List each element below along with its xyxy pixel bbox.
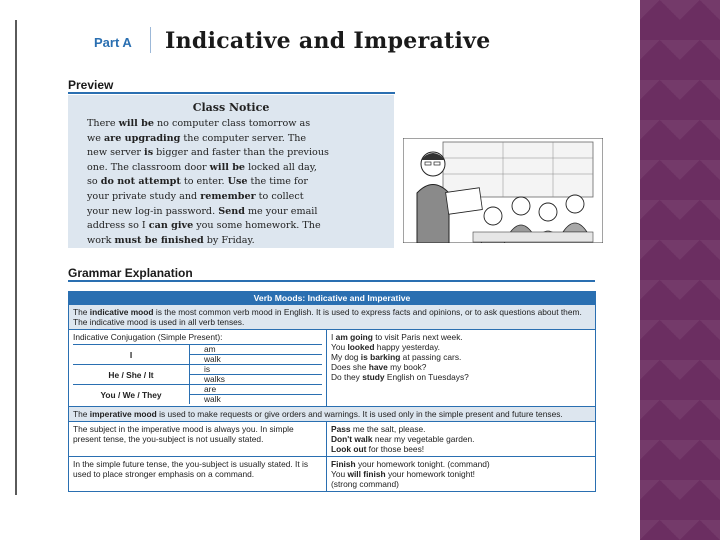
conjugation-form: walk: [204, 394, 221, 404]
notice-line: [87, 234, 387, 249]
notice-bold: Send: [218, 205, 245, 217]
notice-line: [87, 132, 387, 147]
indicative-example-line: [331, 332, 591, 342]
notice-text: the time for: [247, 176, 308, 188]
imperative-example-bold: Look out: [331, 444, 367, 454]
indicative-example-text: I: [331, 332, 336, 342]
imperative-examples: [327, 457, 595, 491]
notice-text: address so I: [87, 220, 149, 232]
verb-moods-table: [68, 291, 596, 492]
notice-text: the computer server. The: [180, 132, 307, 144]
indicative-example-text: English on Tuesdays?: [384, 372, 469, 382]
slide-side-panel: [640, 0, 720, 540]
notice-line: [87, 161, 387, 176]
indicative-example-bold: have: [368, 362, 388, 372]
notice-line: [87, 205, 387, 220]
indicative-example-bold: am going: [335, 332, 373, 342]
imperative-example-bold: Don't walk: [331, 434, 373, 444]
imperative-example-line: [331, 479, 591, 489]
notice-body: [87, 117, 387, 248]
indicative-example-text: Does she: [331, 362, 369, 372]
imperative-example-line: [331, 459, 591, 469]
notice-text: so: [87, 176, 101, 188]
indicative-example-line: [331, 342, 591, 352]
notice-text: new server: [87, 147, 145, 159]
conjugation-form: are: [190, 385, 322, 395]
notice-text: we: [87, 132, 104, 144]
notice-bold: can give: [148, 220, 194, 232]
imperative-example-text: your homework tonight!: [385, 469, 476, 479]
indicative-example-bold: looked: [347, 342, 375, 352]
imperative-example-bold: Pass: [331, 424, 351, 434]
notice-text: by Friday.: [203, 234, 255, 246]
preview-rule: [68, 92, 395, 94]
imperative-example-text: me the salt, please.: [350, 424, 426, 434]
notice-bold: Use: [227, 176, 248, 188]
notice-bold: is: [144, 147, 154, 159]
imperative-example-bold: Finish: [331, 459, 356, 469]
imperative-definition: [69, 406, 595, 421]
indicative-example-bold: study: [362, 372, 385, 382]
conjugation-grid: [73, 344, 322, 404]
notice-line: [87, 146, 387, 161]
page-left-border: [15, 20, 17, 495]
conjugation-form: is: [190, 365, 322, 375]
conjugation-forms: [190, 365, 322, 384]
conjugation-subject: You / We / They: [73, 385, 190, 404]
notice-text: no computer class tomorrow as: [153, 118, 311, 129]
conjugation-title: Indicative Conjugation (Simple Present):: [73, 332, 223, 342]
indicative-examples: [327, 330, 595, 406]
indicative-example-text: at passing cars.: [400, 352, 462, 362]
indicative-definition: [69, 304, 595, 329]
notice-line: [87, 175, 387, 190]
notice-text: you some homework. The: [193, 220, 321, 232]
conjugation-subject: I: [73, 345, 190, 364]
indicative-example-text: My dog: [331, 352, 361, 362]
indicative-example-text: my book?: [387, 362, 427, 372]
preview-heading: Preview: [68, 78, 114, 92]
imperative-example-line: [331, 444, 591, 454]
imperative-rule: The subject in the imperative mood is always you. In simple present tense, the you-subject is not usually stated.: [69, 422, 327, 456]
indicative-example-line: [331, 362, 591, 372]
conjugation-subject: He / She / It: [73, 365, 190, 384]
indicative-example-line: [331, 352, 591, 362]
conjugation-forms: [190, 345, 322, 364]
notice-text: your private study and: [87, 190, 201, 202]
notice-text: bigger and faster than the previous: [153, 147, 329, 159]
notice-bold: remember: [200, 190, 256, 202]
indicative-example-text: happy yesterday.: [374, 342, 440, 352]
notice-title: Class Notice: [192, 101, 270, 114]
notice-text: work: [87, 234, 115, 246]
indicative-example-line: [331, 372, 591, 382]
imperative-def-text: The: [73, 409, 90, 419]
indicative-example-text: You: [331, 342, 348, 352]
grammar-heading: Grammar Explanation: [68, 266, 193, 280]
title-divider: [150, 27, 151, 53]
grammar-rule: [68, 280, 595, 282]
indicative-def-bold: indicative mood: [89, 307, 154, 317]
notice-text: locked all day,: [245, 161, 317, 173]
table-row: [69, 329, 595, 406]
imperative-example-text: for those bees!: [366, 444, 425, 454]
conjugation-row: [73, 344, 322, 364]
imperative-example-text: (strong command): [331, 479, 399, 489]
imperative-example-line: [331, 469, 591, 479]
conjugation-row: [73, 384, 322, 404]
imperative-example-text: You: [331, 469, 348, 479]
imperative-example-line: [331, 424, 591, 434]
conjugation-form: walk: [204, 354, 221, 364]
table-title: Verb Moods: Indicative and Imperative: [69, 292, 595, 304]
class-notice-box: [68, 95, 394, 248]
notice-bold: will be: [209, 161, 246, 173]
notice-text: to collect: [255, 190, 304, 202]
conjugation-form: am: [190, 345, 322, 355]
part-label: Part A: [94, 35, 132, 50]
indicative-def-text: The: [73, 307, 90, 317]
table-row: [69, 456, 595, 491]
notice-bold: do not attempt: [100, 176, 181, 188]
notice-text: to enter.: [180, 176, 228, 188]
imperative-def-bold: imperative mood: [89, 409, 157, 419]
indicative-example-text: Do they: [331, 372, 363, 382]
conjugation-form: walks: [204, 374, 225, 384]
imperative-example-line: [331, 434, 591, 444]
notice-line: [87, 117, 387, 132]
indicative-example-text: to visit Paris next week.: [372, 332, 463, 342]
notice-text: your new log-in password.: [87, 205, 219, 217]
notice-text: me your email: [244, 205, 318, 217]
notice-line: [87, 219, 387, 234]
classroom-illustration-icon: [403, 138, 603, 243]
notice-line: [87, 190, 387, 205]
table-row: [69, 421, 595, 456]
indicative-example-bold: is barking: [360, 352, 401, 362]
indicative-def-text: is the most common verb mood in English. It is used to express facts and opinions, or to ask questions about them. The indicative mood is used in all verb tenses.: [73, 307, 582, 327]
notice-bold: are upgrading: [103, 132, 181, 144]
notice-bold: must be finished: [114, 234, 204, 246]
notice-text: one. The classroom door: [87, 161, 210, 173]
imperative-example-bold: will finish: [347, 469, 386, 479]
page-title: Indicative and Imperative: [165, 28, 491, 54]
conjugation-forms: [190, 385, 322, 404]
notice-text: There: [87, 118, 119, 129]
notice-bold: will be: [118, 118, 154, 129]
imperative-def-text: is used to make requests or give orders and warnings. It is used only in the simple present and future tenses.: [156, 409, 563, 419]
conjugation-cell: [69, 330, 327, 406]
conjugation-row: [73, 364, 322, 384]
imperative-example-text: near my vegetable garden.: [372, 434, 475, 444]
imperative-rule: In the simple future tense, the you-subject is usually stated. It is used to place stronger emphasis on a command.: [69, 457, 327, 491]
imperative-examples: [327, 422, 595, 456]
imperative-example-text: your homework tonight. (command): [355, 459, 490, 469]
